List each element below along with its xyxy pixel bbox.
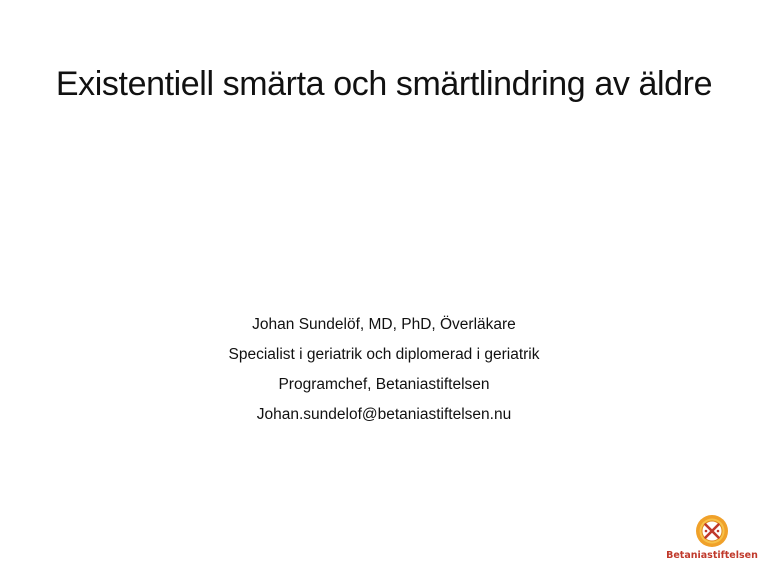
slide-title: Existentiell smärta och smärtlindring av äldre bbox=[55, 65, 713, 103]
author-role-line: Programchef, Betaniastiftelsen bbox=[278, 376, 490, 393]
betaniastiftelsen-logo bbox=[660, 514, 764, 566]
author-name-line: Johan Sundelöf, MD, PhD, Överläkare bbox=[252, 316, 516, 333]
betania-emblem-icon bbox=[695, 514, 729, 548]
author-email-line: Johan.sundelof@betaniastiftelsen.nu bbox=[256, 406, 512, 423]
author-info bbox=[0, 310, 768, 430]
logo-wordmark: Betaniastiftelsen bbox=[666, 550, 758, 561]
author-specialty-line: Specialist i geriatrik och diplomerad i geriatrik bbox=[228, 346, 540, 363]
